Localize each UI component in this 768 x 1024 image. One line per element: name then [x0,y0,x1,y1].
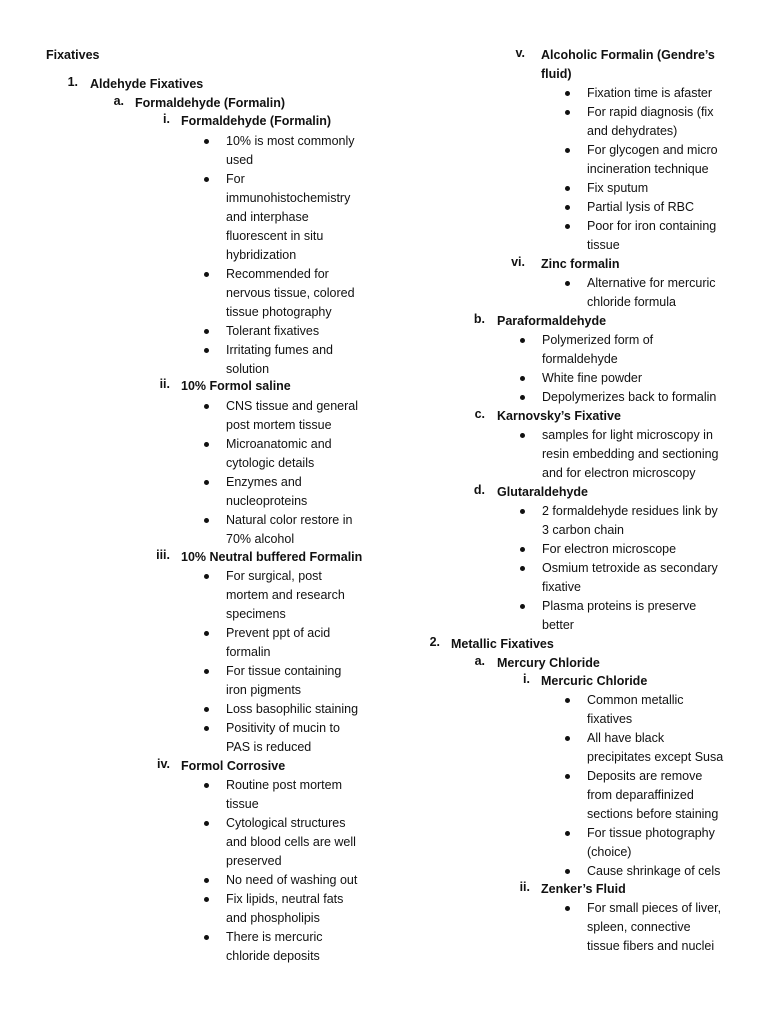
bullet-text: and blood cells are well [226,835,356,849]
bullet-text: There is mercuric [226,930,323,944]
item-roman: iv. [157,757,170,771]
bullet-text: All have black [587,731,665,745]
bullet-dot [565,224,570,229]
bullet-dot [204,669,209,674]
bullet-text: nervous tissue, colored [226,286,355,300]
bullet-dot [520,433,525,438]
bullet-text: Plasma proteins is preserve [542,599,697,613]
bullet-text: Fix lipids, neutral fats [226,892,344,906]
bullet-text: Depolymerizes back to formalin [542,390,717,404]
bullet-dot [520,376,525,381]
bullet-text: from deparaffinized [587,788,694,802]
subsection-heading: Karnovsky’s Fixative [497,409,621,423]
item-roman: i. [523,672,530,686]
bullet-text: chloride formula [587,295,676,309]
bullet-text: 70% alcohol [226,532,295,546]
section-heading: Metallic Fixatives [451,637,554,651]
bullet-text: mortem and research [226,588,345,602]
bullet-text: For electron microscope [542,542,677,556]
section-number: 1. [67,75,78,89]
bullet-text: Polymerized form of [542,333,654,347]
bullet-text: For small pieces of liver, [587,901,722,915]
bullet-text: Microanatomic and [226,437,332,451]
item-heading: 10% Formol saline [181,379,291,393]
bullet-text: used [226,153,254,167]
bullet-text: tissue [226,797,259,811]
section-heading: Aldehyde Fixatives [90,77,204,91]
item-heading: Zinc formalin [541,257,620,271]
doc-title: Fixatives [46,48,100,62]
bullet-text: cytologic details [226,456,315,470]
bullet-text: nucleoproteins [226,494,308,508]
bullet-text: Osmium tetroxide as secondary [542,561,718,575]
subsection-heading: Mercury Chloride [497,656,600,670]
bullet-text: specimens [226,607,286,621]
bullet-text: better [542,618,574,632]
bullet-text: 10% is most commonly [226,134,355,148]
item-roman: v. [515,46,525,60]
bullet-dot [565,698,570,703]
bullet-text: PAS is reduced [226,740,312,754]
bullet-text: fixative [542,580,581,594]
bullet-dot [565,906,570,911]
bullet-dot [204,272,209,277]
bullet-dot [204,404,209,409]
bullet-dot [565,205,570,210]
bullet-text: Routine post mortem [226,778,343,792]
bullet-dot [565,869,570,874]
bullet-text: samples for light microscopy in [542,428,713,442]
bullet-text: Partial lysis of RBC [587,200,694,214]
bullet-text: preserved [226,854,282,868]
item-roman: vi. [511,255,525,269]
bullet-text: For tissue photography [587,826,715,840]
subsection-heading: Glutaraldehyde [497,485,588,499]
bullet-dot [520,566,525,571]
item-heading: Formaldehyde (Formalin) [181,114,332,128]
bullet-text: tissue [587,238,620,252]
bullet-text: 2 formaldehyde residues link by [542,504,718,518]
item-heading: Mercuric Chloride [541,674,648,688]
bullet-text: No need of washing out [226,873,358,887]
item-heading: 10% Neutral buffered Formalin [181,550,363,564]
bullet-text: resin embedding and sectioning [542,447,719,461]
bullet-text: post mortem tissue [226,418,332,432]
bullet-dot [204,897,209,902]
bullet-dot [204,821,209,826]
bullet-text: and for electron microscopy [542,466,696,480]
bullet-text: tissue fibers and nuclei [587,939,715,953]
bullet-text: precipitates except Susa [587,750,724,764]
bullet-text: chloride deposits [226,949,320,963]
bullet-dot [520,395,525,400]
bullet-text: fixatives [587,712,633,726]
bullet-dot [565,110,570,115]
bullet-dot [520,604,525,609]
bullet-dot [565,91,570,96]
bullet-dot [520,338,525,343]
bullet-text: and interphase [226,210,309,224]
bullet-dot [204,726,209,731]
bullet-text: For [226,172,245,186]
bullet-dot [204,177,209,182]
subsection-letter: b. [473,312,485,326]
bullet-text: Tolerant fixatives [226,324,320,338]
bullet-text: Cause shrinkage of cels [587,864,721,878]
subsection-letter: a. [113,94,124,108]
bullet-text: Prevent ppt of acid [226,626,331,640]
subsection-letter: d. [473,483,485,497]
bullet-text: formaldehyde [542,352,618,366]
bullet-text: For glycogen and micro [587,143,718,157]
bullet-dot [204,329,209,334]
bullet-text: For rapid diagnosis (fix [587,105,714,119]
bullet-text: tissue photography [226,305,332,319]
bullet-dot [204,631,209,636]
bullet-text: Fix sputum [587,181,649,195]
bullet-text: Irritating fumes and [226,343,333,357]
item-roman: ii. [159,377,170,391]
bullet-dot [520,547,525,552]
bullet-dot [565,148,570,153]
bullet-dot [204,139,209,144]
bullet-dot [204,348,209,353]
bullet-dot [204,518,209,523]
item-roman: i. [163,112,170,126]
bullet-text: and phospholipis [226,911,320,925]
bullet-dot [565,774,570,779]
subsection-heading: Formaldehyde (Formalin) [135,96,286,110]
bullet-text: immunohistochemistry [226,191,351,205]
bullet-dot [204,935,209,940]
bullet-dot [565,186,570,191]
bullet-text: For tissue containing [226,664,342,678]
bullet-text: Natural color restore in [226,513,353,527]
bullet-dot [204,783,209,788]
bullet-dot [565,736,570,741]
bullet-text: White fine powder [542,371,643,385]
bullet-text: formalin [226,645,271,659]
item-heading-cont: fluid) [541,67,572,81]
bullet-text: fluorescent in situ [226,229,324,243]
section-number: 2. [429,635,440,649]
bullet-text: Fixation time is afaster [587,86,713,100]
bullet-text: iron pigments [226,683,302,697]
bullet-text: incineration technique [587,162,709,176]
bullet-text: Cytological structures [226,816,346,830]
subsection-letter: c. [474,407,485,421]
bullet-text: Loss basophilic staining [226,702,359,716]
item-roman: ii. [519,880,530,894]
item-heading: Formol Corrosive [181,759,286,773]
bullet-text: Alternative for mercuric [587,276,716,290]
bullet-text: solution [226,362,270,376]
item-roman: iii. [156,548,170,562]
bullet-dot [204,707,209,712]
bullet-text: Enzymes and [226,475,302,489]
bullet-dot [520,509,525,514]
bullet-dot [204,480,209,485]
bullet-text: Common metallic [587,693,684,707]
bullet-text: and dehydrates) [587,124,678,138]
bullet-dot [565,281,570,286]
bullet-text: (choice) [587,845,632,859]
bullet-text: 3 carbon chain [542,523,625,537]
bullet-dot [204,574,209,579]
subsection-heading: Paraformaldehyde [497,314,607,328]
bullet-text: CNS tissue and general [226,399,359,413]
bullet-text: Positivity of mucin to [226,721,340,735]
bullet-dot [204,442,209,447]
bullet-text: Poor for iron containing [587,219,717,233]
bullet-text: hybridization [226,248,297,262]
bullet-text: spleen, connective [587,920,691,934]
bullet-text: For surgical, post [226,569,322,583]
item-heading: Alcoholic Formalin (Gendre’s [541,48,715,62]
bullet-text: Recommended for [226,267,329,281]
item-heading: Zenker’s Fluid [541,882,626,896]
bullet-text: Deposits are remove [587,769,703,783]
bullet-text: sections before staining [587,807,719,821]
subsection-letter: a. [474,654,485,668]
bullet-dot [204,878,209,883]
bullet-dot [565,831,570,836]
